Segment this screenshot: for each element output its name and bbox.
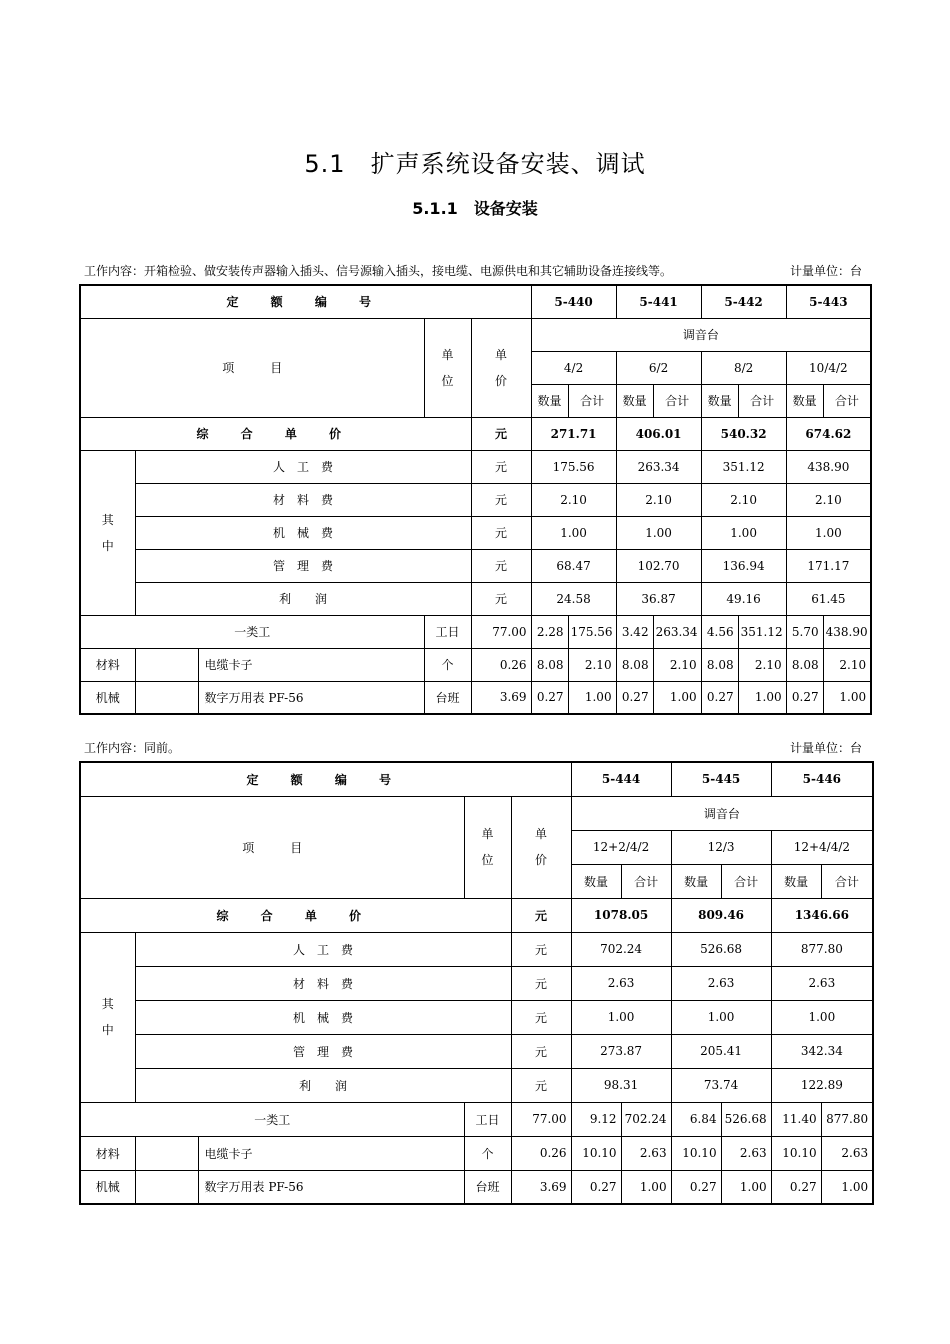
material-row (80, 648, 871, 681)
qty-value: 0.27 (771, 1170, 821, 1204)
unit-cell: 元 (471, 549, 531, 582)
machine-row (80, 681, 871, 714)
material-cost-value: 2.63 (571, 966, 671, 1000)
empty-cell (135, 1136, 198, 1170)
material-cost-value: 2.10 (616, 483, 701, 516)
quota-code: 5-443 (786, 285, 871, 318)
qty-header: 数量 (531, 384, 568, 417)
unit-cell: 个 (424, 648, 471, 681)
code-row (80, 762, 873, 796)
quota-code: 5-441 (616, 285, 701, 318)
management-fee-value: 273.87 (571, 1034, 671, 1068)
group-header: 调音台 (571, 796, 873, 830)
machine-cost-value: 1.00 (701, 516, 786, 549)
unit-cell: 元 (511, 966, 571, 1000)
qty-value: 3.42 (616, 615, 653, 648)
sum-value: 526.68 (721, 1102, 771, 1136)
qty-value: 10.10 (671, 1136, 721, 1170)
sum-value: 1.00 (721, 1170, 771, 1204)
item-header: 项 目 (80, 796, 464, 898)
qty-header: 数量 (571, 864, 621, 898)
material-cost-value: 2.63 (671, 966, 771, 1000)
machine-category: 机械 (80, 681, 135, 714)
sum-value: 1.00 (653, 681, 701, 714)
unit-cell: 台班 (464, 1170, 511, 1204)
sum-header: 合计 (568, 384, 616, 417)
sum-value: 702.24 (621, 1102, 671, 1136)
unit-cell: 元 (471, 582, 531, 615)
unit-cell: 工日 (424, 615, 471, 648)
total-value: 540.32 (701, 417, 786, 450)
qty-header: 数量 (616, 384, 653, 417)
unit-price: 3.69 (471, 681, 531, 714)
sum-value: 351.12 (738, 615, 786, 648)
total-unit: 元 (511, 898, 571, 932)
labor-cost-value: 175.56 (531, 450, 616, 483)
labor-cost-value: 438.90 (786, 450, 871, 483)
qty-value: 8.08 (531, 648, 568, 681)
spec-cell: 12+2/4/2 (571, 830, 671, 864)
qizhong-label: 其 中 (80, 932, 135, 1102)
spec-cell: 12/3 (671, 830, 771, 864)
machine-name: 数字万用表 PF-56 (198, 681, 424, 714)
sum-value: 1.00 (821, 1170, 873, 1204)
empty-cell (135, 681, 198, 714)
management-fee-value: 68.47 (531, 549, 616, 582)
unit-price: 3.69 (511, 1170, 571, 1204)
profit-value: 36.87 (616, 582, 701, 615)
qizhong-label: 其 中 (80, 450, 135, 615)
work-content-2: 工作内容：同前。 (84, 741, 181, 755)
sum-header: 合计 (823, 384, 871, 417)
profit-value: 73.74 (671, 1068, 771, 1102)
sum-value: 175.56 (568, 615, 616, 648)
unit-price: 77.00 (511, 1102, 571, 1136)
machine-cost-value: 1.00 (571, 1000, 671, 1034)
sum-value: 263.34 (653, 615, 701, 648)
sum-value: 877.80 (821, 1102, 873, 1136)
qty-header: 数量 (771, 864, 821, 898)
labor-row (80, 615, 871, 648)
quota-code: 5-442 (701, 285, 786, 318)
qty-value: 0.27 (671, 1170, 721, 1204)
total-row (80, 898, 873, 932)
sum-header: 合计 (621, 864, 671, 898)
material-row (80, 1136, 873, 1170)
sum-header: 合计 (821, 864, 873, 898)
labor-row (80, 1102, 873, 1136)
total-label: 综 合 单 价 (80, 898, 511, 932)
quota-code: 5-440 (531, 285, 616, 318)
qty-value: 8.08 (786, 648, 823, 681)
unit-price: 0.26 (511, 1136, 571, 1170)
labor-cost-value: 702.24 (571, 932, 671, 966)
machine-row (80, 1170, 873, 1204)
labor-cost-value: 263.34 (616, 450, 701, 483)
quota-code: 5-446 (771, 762, 873, 796)
quota-table-2 (79, 761, 874, 1205)
total-value: 1346.66 (771, 898, 873, 932)
profit-value: 98.31 (571, 1068, 671, 1102)
total-value: 1078.05 (571, 898, 671, 932)
material-name: 电缆卡子 (198, 1136, 464, 1170)
quota-code-label: 定 额 编 号 (80, 285, 531, 318)
total-label: 综 合 单 价 (80, 417, 471, 450)
material-category: 材料 (80, 648, 135, 681)
quota-code: 5-444 (571, 762, 671, 796)
code-row (80, 285, 871, 318)
management-fee-value: 102.70 (616, 549, 701, 582)
unit-cell: 个 (464, 1136, 511, 1170)
sum-value: 1.00 (738, 681, 786, 714)
empty-cell (135, 648, 198, 681)
sum-value: 1.00 (568, 681, 616, 714)
machine-cost-label: 机 械 费 (135, 1000, 511, 1034)
management-fee-label: 管 理 费 (135, 1034, 511, 1068)
machine-cost-value: 1.00 (786, 516, 871, 549)
unit-price: 77.00 (471, 615, 531, 648)
empty-cell (135, 1170, 198, 1204)
unit-cell: 工日 (464, 1102, 511, 1136)
quota-code-label: 定 额 编 号 (80, 762, 571, 796)
qty-value: 0.27 (701, 681, 738, 714)
material-cost-value: 2.10 (701, 483, 786, 516)
management-fee-value: 171.17 (786, 549, 871, 582)
machine-cost-value: 1.00 (616, 516, 701, 549)
profit-value: 122.89 (771, 1068, 873, 1102)
material-cost-value: 2.10 (531, 483, 616, 516)
profit-label: 利 润 (135, 1068, 511, 1102)
qty-value: 8.08 (701, 648, 738, 681)
spec-cell: 6/2 (616, 351, 701, 384)
unit-header: 单 位 (464, 796, 511, 898)
quota-table-1 (79, 284, 872, 715)
material-category: 材料 (80, 1136, 135, 1170)
unit-cell: 元 (471, 483, 531, 516)
profit-value: 61.45 (786, 582, 871, 615)
section-title: 5.1.1 设备安装 (412, 199, 538, 218)
unit-cell: 元 (511, 1000, 571, 1034)
qty-header: 数量 (786, 384, 823, 417)
sum-value: 2.10 (738, 648, 786, 681)
qty-header: 数量 (671, 864, 721, 898)
unit-cell: 台班 (424, 681, 471, 714)
material-cost-value: 2.10 (786, 483, 871, 516)
sum-header: 合计 (721, 864, 771, 898)
total-value: 406.01 (616, 417, 701, 450)
total-value: 674.62 (786, 417, 871, 450)
qty-value: 9.12 (571, 1102, 621, 1136)
machine-cost-value: 1.00 (671, 1000, 771, 1034)
management-fee-label: 管 理 费 (135, 549, 471, 582)
profit-value: 49.16 (701, 582, 786, 615)
sum-value: 1.00 (621, 1170, 671, 1204)
group-header: 调音台 (531, 318, 871, 351)
management-fee-value: 136.94 (701, 549, 786, 582)
material-cost-label: 材 料 费 (135, 966, 511, 1000)
profit-value: 24.58 (531, 582, 616, 615)
labor-cost-label: 人 工 费 (135, 450, 471, 483)
qty-value: 5.70 (786, 615, 823, 648)
material-cost-label: 材 料 费 (135, 483, 471, 516)
quota-code: 5-445 (671, 762, 771, 796)
labor-cost-value: 877.80 (771, 932, 873, 966)
sum-header: 合计 (653, 384, 701, 417)
qty-value: 0.27 (571, 1170, 621, 1204)
page-title: 5.1 扩声系统设备安装、调试 (304, 150, 646, 178)
labor-label: 一类工 (80, 615, 424, 648)
labor-cost-value: 526.68 (671, 932, 771, 966)
material-cost-value: 2.63 (771, 966, 873, 1000)
spec-cell: 4/2 (531, 351, 616, 384)
management-fee-value: 205.41 (671, 1034, 771, 1068)
sum-value: 438.90 (823, 615, 871, 648)
profit-label: 利 润 (135, 582, 471, 615)
unit-cell: 元 (511, 1034, 571, 1068)
qty-value: 0.27 (531, 681, 568, 714)
unit-cell: 元 (511, 932, 571, 966)
unit-note-2: 计量单位：台 (790, 741, 863, 755)
sum-value: 2.63 (821, 1136, 873, 1170)
total-unit: 元 (471, 417, 531, 450)
sum-header: 合计 (738, 384, 786, 417)
spec-cell: 10/4/2 (786, 351, 871, 384)
work-content-1: 工作内容：开箱检验、做安装传声器输入插头、信号源输入插头，接电缆、电源供电和其它辅助设备连接线等。 (84, 264, 673, 278)
unit-cell: 元 (471, 450, 531, 483)
machine-category: 机械 (80, 1170, 135, 1204)
price-header: 单 价 (471, 318, 531, 417)
unit-header: 单 位 (424, 318, 471, 417)
qty-value: 11.40 (771, 1102, 821, 1136)
item-header: 项 目 (80, 318, 424, 417)
qty-value: 8.08 (616, 648, 653, 681)
sum-value: 2.10 (653, 648, 701, 681)
qty-value: 0.27 (616, 681, 653, 714)
material-name: 电缆卡子 (198, 648, 424, 681)
total-value: 271.71 (531, 417, 616, 450)
unit-cell: 元 (511, 1068, 571, 1102)
sum-value: 2.10 (823, 648, 871, 681)
labor-label: 一类工 (80, 1102, 464, 1136)
sum-value: 2.10 (568, 648, 616, 681)
labor-cost-value: 351.12 (701, 450, 786, 483)
spec-cell: 8/2 (701, 351, 786, 384)
price-header: 单 价 (511, 796, 571, 898)
unit-cell: 元 (471, 516, 531, 549)
management-fee-value: 342.34 (771, 1034, 873, 1068)
sum-value: 2.63 (721, 1136, 771, 1170)
qty-value: 0.27 (786, 681, 823, 714)
sum-value: 1.00 (823, 681, 871, 714)
machine-cost-value: 1.00 (771, 1000, 873, 1034)
qty-value: 6.84 (671, 1102, 721, 1136)
unit-note-1: 计量单位：台 (790, 264, 863, 278)
qty-header: 数量 (701, 384, 738, 417)
unit-price: 0.26 (471, 648, 531, 681)
total-row (80, 417, 871, 450)
qty-value: 10.10 (771, 1136, 821, 1170)
labor-cost-label: 人 工 费 (135, 932, 511, 966)
total-value: 809.46 (671, 898, 771, 932)
qty-value: 2.28 (531, 615, 568, 648)
spec-cell: 12+4/4/2 (771, 830, 873, 864)
qty-value: 10.10 (571, 1136, 621, 1170)
qty-value: 4.56 (701, 615, 738, 648)
machine-name: 数字万用表 PF-56 (198, 1170, 464, 1204)
machine-cost-label: 机 械 费 (135, 516, 471, 549)
sum-value: 2.63 (621, 1136, 671, 1170)
machine-cost-value: 1.00 (531, 516, 616, 549)
